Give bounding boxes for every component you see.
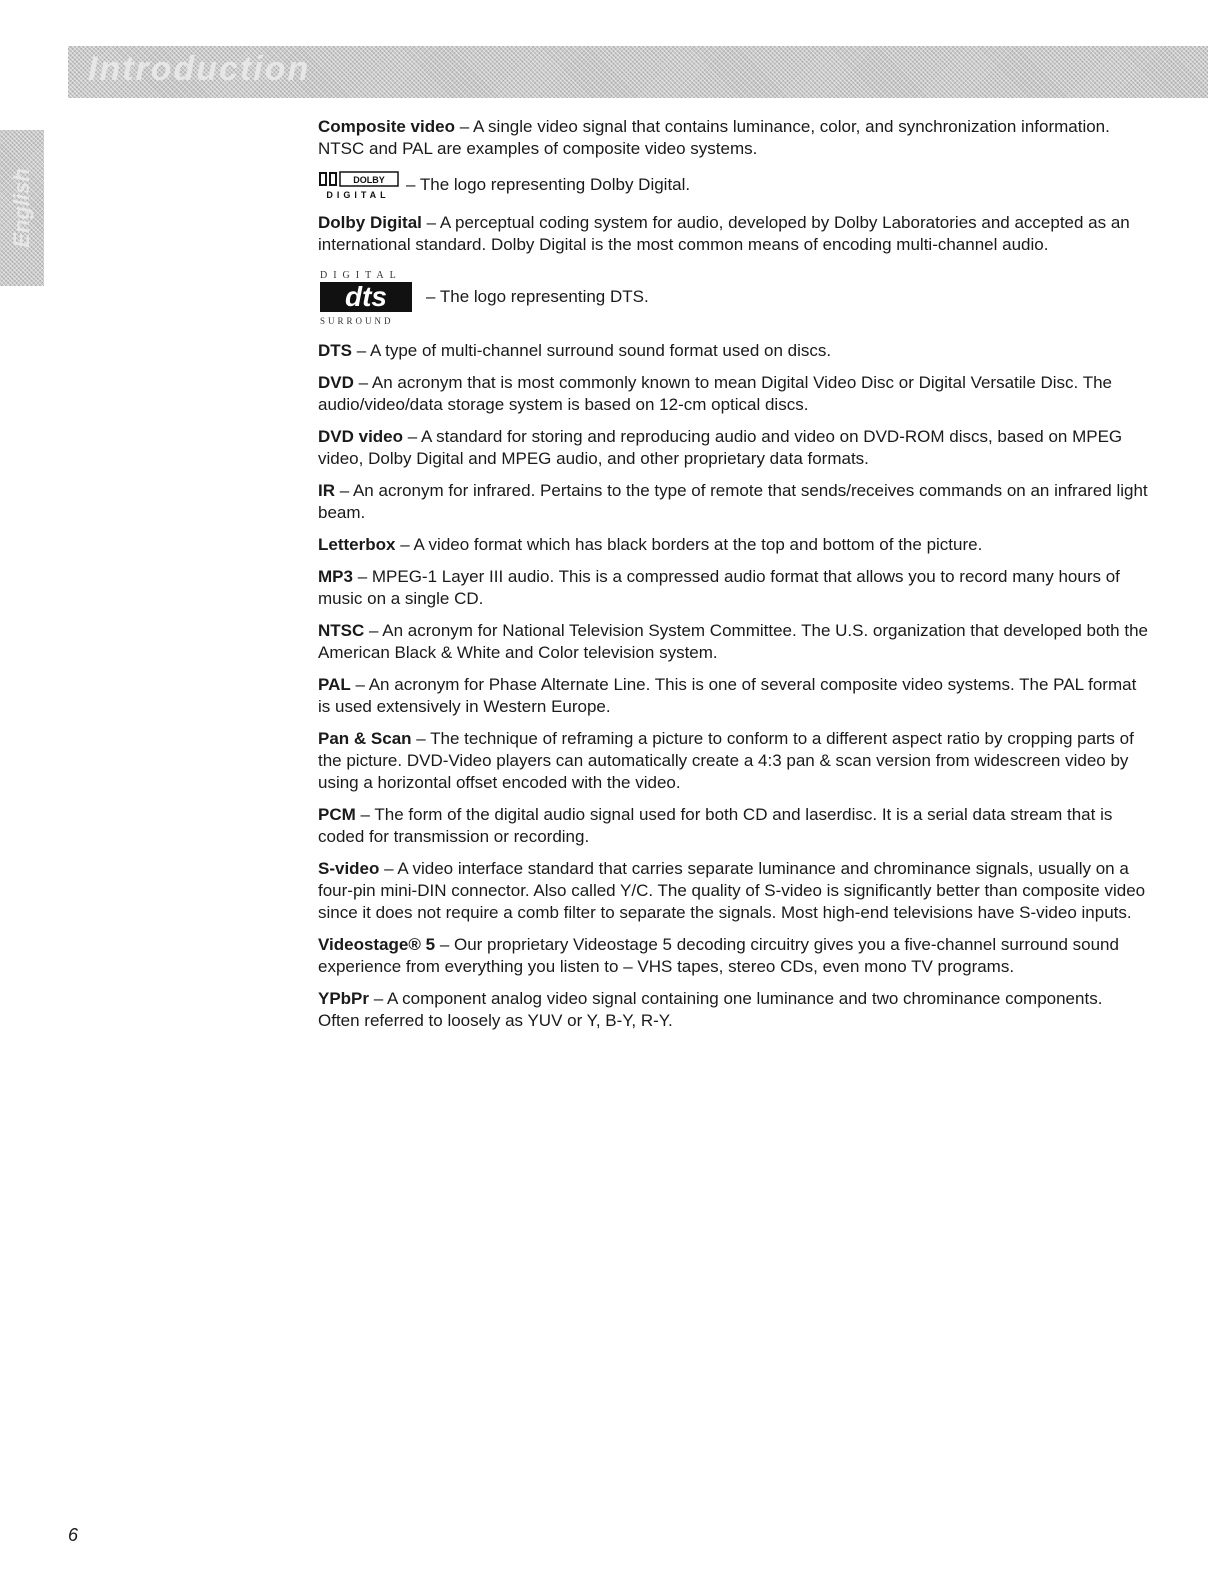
glossary-definition: A video format which has black borders at the top and bottom of the picture. [413, 535, 983, 554]
glossary-definition: An acronym for infrared. Pertains to the type of remote that sends/receives commands on an infrared light beam. [318, 481, 1148, 522]
svg-text:DIGITAL: DIGITAL [326, 190, 390, 200]
glossary-entry: NTSC – An acronym for National Television System Committee. The U.S. organization that developed both the American Black & White and Color television system. [318, 621, 1148, 662]
logo-caption: – The logo representing DTS. [426, 287, 649, 306]
glossary-term: Composite video [318, 117, 455, 136]
glossary-definition: The form of the digital audio signal used for both CD and laserdisc. It is a serial data stream that is coded for transmission or recording. [318, 805, 1113, 846]
page-number: 6 [68, 1525, 79, 1545]
glossary-definition: A perceptual coding system for audio, developed by Dolby Laboratories and accepted as an international standard. Dolby Digital is the most common means of encoding multi-channel audio. [318, 213, 1130, 254]
glossary-term: Pan & Scan [318, 729, 412, 748]
glossary-term: NTSC [318, 621, 365, 640]
section-header-band [68, 46, 1208, 98]
glossary-entry: Letterbox – A video format which has black borders at the top and bottom of the picture. [318, 535, 983, 554]
glossary-definition: A type of multi-channel surround sound format used on discs. [369, 341, 832, 360]
svg-text:dts: dts [345, 281, 387, 312]
svg-text:SURROUND: SURROUND [320, 316, 394, 326]
glossary-term: PCM [318, 805, 356, 824]
glossary-term: IR [318, 481, 335, 500]
glossary-entry: IR – An acronym for infrared. Pertains to the type of remote that sends/receives commands on an infrared light beam. [318, 481, 1148, 522]
glossary-definition: A single video signal that contains luminance, color, and synchronization information. NTSC and PAL are examples of composite video systems. [318, 117, 1110, 158]
glossary-entry: Videostage® 5 – Our proprietary Videostage 5 decoding circuitry gives you a five-channel surround sound experience from everything you listen to – VHS tapes, stereo CDs, even mono TV programs. [318, 935, 1119, 976]
glossary-definition: MPEG-1 Layer III audio. This is a compressed audio format that allows you to record many hours of music on a single CD. [318, 567, 1120, 608]
logo-caption: – The logo representing Dolby Digital. [406, 175, 691, 194]
glossary-term: YPbPr [318, 989, 370, 1008]
glossary-definition: A standard for storing and reproducing audio and video on DVD-ROM discs, based on MPEG video, Dolby Digital and MPEG audio, and other proprietary data formats. [318, 427, 1123, 468]
glossary-entry: S-video – A video interface standard that carries separate luminance and chrominance signals, usually on a four-pin mini-DIN connector. Also called Y/C. The quality of S-video is significantly better than composite video since it does not require a comb filter to separate the signals. Most high-end televisions have S-video inputs. [318, 859, 1146, 922]
dolby-digital-logo [318, 170, 400, 200]
svg-text:DIGITAL: DIGITAL [320, 270, 402, 281]
glossary-entry: PCM – The form of the digital audio signal used for both CD and laserdisc. It is a serial data stream that is coded for transmission or recording. [318, 805, 1113, 846]
language-tab [0, 130, 44, 286]
glossary-term: S-video [318, 859, 380, 878]
glossary-entry: Pan & Scan – The technique of reframing a picture to conform to a different aspect ratio by cropping parts of the picture. DVD-Video players can automatically create a 4:3 pan & scan version from widescreen video by using a horizontal offset encoded with the video. [318, 729, 1134, 792]
glossary-term: Dolby Digital [318, 213, 422, 232]
glossary-definition: An acronym for Phase Alternate Line. This is one of several composite video systems. The PAL format is used extensively in Western Europe. [318, 675, 1137, 716]
glossary-term: MP3 [318, 567, 353, 586]
section-title: Introduction [88, 50, 311, 88]
dolby-logo-entry [318, 170, 1148, 200]
glossary-definition: The technique of reframing a picture to conform to a different aspect ratio by cropping parts of the picture. DVD-Video players can automatically create a 4:3 pan & scan version from widescreen video by using a horizontal offset encoded with the video. [318, 729, 1134, 792]
glossary-definition: An acronym that is most commonly known to mean Digital Video Disc or Digital Versatile Disc. The audio/video/data storage system is based on 12-cm optical discs. [318, 373, 1112, 414]
svg-text:DOLBY: DOLBY [353, 175, 385, 185]
glossary-entry: YPbPr – A component analog video signal containing one luminance and two chrominance components. Often referred to loosely as YUV or Y, B-Y, R-Y. [318, 989, 1103, 1030]
glossary-term: DTS [318, 341, 352, 360]
glossary-entry: Dolby Digital – A perceptual coding system for audio, developed by Dolby Laboratories and accepted as an international standard. Dolby Digital is the most common means of encoding multi-channel audio. [318, 213, 1130, 254]
glossary-entry: DTS – A type of multi-channel surround sound format used on discs. [318, 341, 832, 360]
glossary-definition: A video interface standard that carries separate luminance and chrominance signals, usually on a four-pin mini-DIN connector. Also called Y/C. The quality of S-video is significantly better than composite video since it does not require a comb filter to separate the signals. Most high-end televisions have S-video inputs. [318, 859, 1146, 922]
glossary-entry: DVD – An acronym that is most commonly known to mean Digital Video Disc or Digital Versatile Disc. The audio/video/data storage system is based on 12-cm optical discs. [318, 373, 1112, 414]
glossary-term: Letterbox [318, 535, 396, 554]
glossary-term: Videostage® 5 [318, 935, 436, 954]
glossary-definition: An acronym for National Television System Committee. The U.S. organization that developed both the American Black & White and Color television system. [318, 621, 1148, 662]
glossary-definition: A component analog video signal containing one luminance and two chrominance components. Often referred to loosely as YUV or Y, B-Y, R-Y. [318, 989, 1103, 1030]
language-tab-label: English [9, 168, 34, 248]
glossary-entry: DVD video – A standard for storing and reproducing audio and video on DVD-ROM discs, based on MPEG video, Dolby Digital and MPEG audio, and other proprietary data formats. [318, 427, 1123, 468]
glossary-definition: Our proprietary Videostage 5 decoding circuitry gives you a five-channel surround sound experience from everything you listen to – VHS tapes, stereo CDs, even mono TV programs. [318, 935, 1119, 976]
glossary-term: DVD video [318, 427, 404, 446]
glossary-entry: Composite video – A single video signal that contains luminance, color, and synchronization information. NTSC and PAL are examples of composite video systems. [318, 117, 1110, 158]
glossary-entry: PAL – An acronym for Phase Alternate Line. This is one of several composite video systems. The PAL format is used extensively in Western Europe. [318, 675, 1137, 716]
glossary-term: PAL [318, 675, 351, 694]
glossary-term: DVD [318, 373, 354, 392]
glossary [318, 116, 1148, 1042]
dts-logo [318, 266, 416, 328]
dts-logo-entry [318, 266, 1148, 328]
glossary-entry: MP3 – MPEG-1 Layer III audio. This is a compressed audio format that allows you to record many hours of music on a single CD. [318, 567, 1120, 608]
